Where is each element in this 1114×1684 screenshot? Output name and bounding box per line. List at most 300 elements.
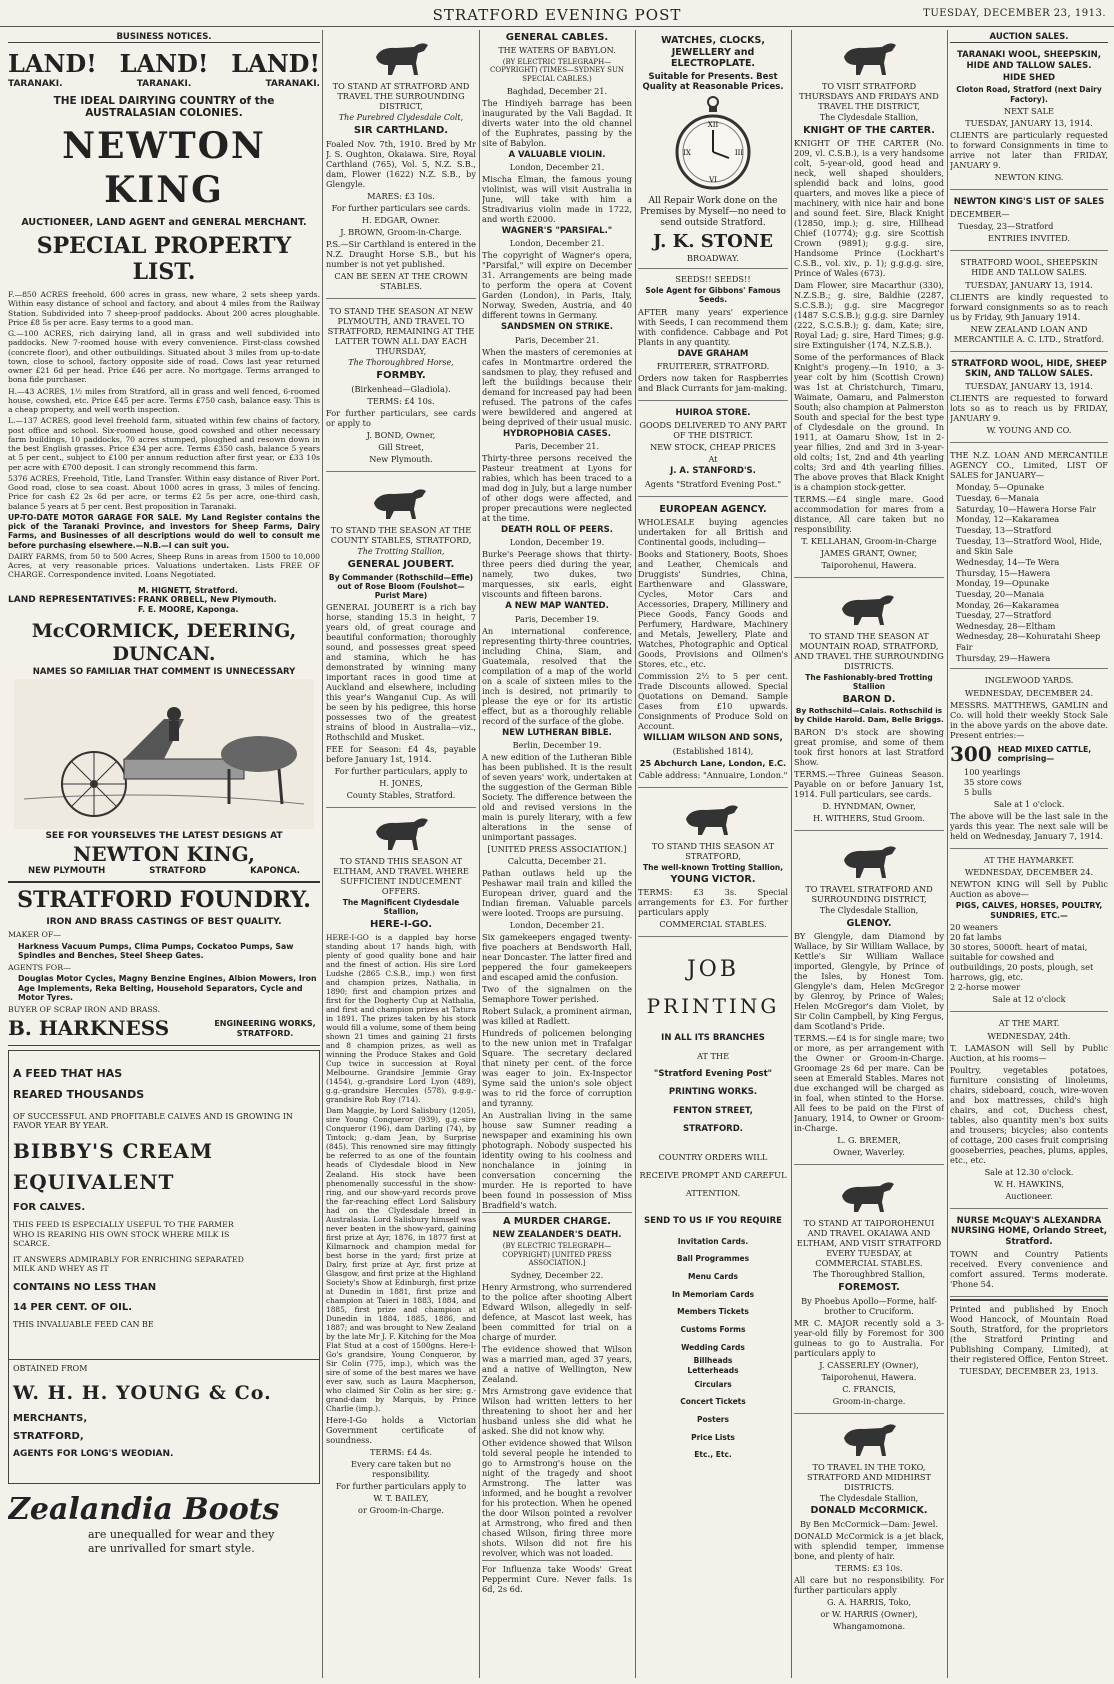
wholesale-text: WHOLESALE buying agencies undertaken for all British and Continental goods, including— <box>638 517 788 548</box>
svg-text:VI: VI <box>709 176 717 185</box>
horse-illustration <box>834 35 904 79</box>
agents-longs: AGENTS FOR LONG'S WEODIAN. <box>13 1449 174 1460</box>
joubert-text: GENERAL JOUBERT is a rich bay horse, standing 15.3 in height, 7 years old, of great courage and beautiful conformation; thoroughly sound, and possesses great speed and stamina, which he has demonstrated by winning many important races in good time at Auckland and elsewhere, including this year's Wanganui Cup. As will be seen by his pedigree, this horse possesses two of the greatest strains of blood in Australia—viz., Rothschild and Musket. <box>326 602 476 743</box>
printing-works: PRINTING WORKS. <box>668 1087 758 1098</box>
upa-credit: [UNITED PRESS ASSOCIATION.] <box>487 844 627 855</box>
ideal-country: THE IDEAL DAIRYING COUNTRY of the AUSTRALASIAN COLONIES. <box>53 94 275 120</box>
well-known-label: The well-known Trotting Stallion, <box>642 862 784 872</box>
print-item: Etc., Etc. <box>694 1450 732 1460</box>
cloton-road: Cloton Road, Stratford (next Dairy Factory). <box>956 85 1102 104</box>
owner-location: Taiporohenui, Hawera. <box>821 560 917 571</box>
engineering-works: ENGINEERING WORKS, STRATFORD. <box>214 1018 316 1038</box>
knight-name: KNIGHT OF THE CARTER. <box>803 124 935 136</box>
sale-time: Sale at 12 o'clock <box>992 994 1066 1005</box>
story-text: Burke's Peerage shows that thirty-three peers died during the year, namely, two dukes, two marquesses, six earls, eight viscounts and fifteen barons. <box>482 549 632 600</box>
harvester-illustration <box>14 679 314 829</box>
agents-for-label: AGENTS FOR— <box>8 962 71 972</box>
groom-brown: J. BROWN, Groom-in-Charge. <box>340 226 462 237</box>
graham-name: DAVE GRAHAM <box>677 348 749 359</box>
violin-heading: A VALUABLE VIOLIN. <box>508 149 606 160</box>
sale-item: Tuesday, 23—Stratford <box>958 221 1054 232</box>
goods-delivered: GOODS DELIVERED TO ANY PART OF THE DISTRICT. <box>639 420 787 441</box>
print-item: Invitation Cards. <box>677 1236 749 1246</box>
dateline: London, December 21. <box>509 920 605 931</box>
nzl-sig: NEW ZEALAND LOAN AND MERCANTILE A. C. LTD., Stratford. <box>954 323 1104 344</box>
owner-street: Gill Street, <box>378 441 424 452</box>
owner-town: New Plymouth. <box>369 453 433 464</box>
sale-date: TUESDAY, JANUARY 13, 1914. <box>965 117 1093 128</box>
further-particulars: For further particulars see cards. <box>331 202 471 213</box>
print-item: Customs Forms <box>680 1324 746 1334</box>
dateline: London, December 21. <box>509 161 605 172</box>
sale-item: Thursday, 29—Hawera <box>956 652 1051 663</box>
hawkins-name: W. H. HAWKINS, <box>993 1179 1065 1190</box>
agents-items: Douglas Motor Cycles, Magny Benzine Engines, Albion Mowers, Iron Age Implements, Reka Belting, Household Separators, Cycle and Motor Tyres. <box>18 974 317 1003</box>
young-stratford: STRATFORD, <box>13 1430 84 1442</box>
inglewood-advert <box>950 671 1108 848</box>
taranaki-row <box>8 79 320 90</box>
cattle-label: HEAD MIXED CATTLE, comprising— <box>997 744 1092 764</box>
newton-king-sig: NEWTON KING. <box>994 171 1064 182</box>
owner-harris: G. A. HARRIS, Toko, <box>827 1596 911 1607</box>
auctioneer-label: Auctioneer. <box>1005 1191 1053 1202</box>
horse-illustration <box>366 35 436 79</box>
column-rule <box>947 30 948 1678</box>
horse-illustration <box>366 810 436 854</box>
owner-bailey: W. T. BAILEY, <box>373 1493 429 1504</box>
sale-time: Sale at 12.30 o'clock. <box>984 1167 1074 1178</box>
clydesdale-label: The Clydesdale Stallion, <box>819 113 919 122</box>
owner-hyndman: D. HYNDMAN, Owner, <box>822 800 916 811</box>
reps-label: LAND REPRESENTATIVES: <box>8 594 137 605</box>
country-orders: COUNTRY ORDERS WILL RECEIVE PROMPT AND CAREFUL ATTENTION. <box>639 1152 787 1199</box>
young-sig: W. YOUNG AND CO. <box>986 425 1072 436</box>
buyer-scrap: BUYER OF SCRAP IRON AND BRASS. <box>8 1004 161 1014</box>
story-text: Mrs Armstrong gave evidence that Wilson had written letters to her threatening to shoot her and her husband unless she did what he asked. She did not know why. <box>482 1385 632 1436</box>
auction-sales-heading: AUCTION SALES. <box>950 32 1108 43</box>
stand-text: TO STAND AT STRATFORD AND TRAVEL THE SURROUNDING DISTRICT, <box>332 81 470 111</box>
here-i-go-terms: TERMS: £4 4s. <box>370 1447 432 1458</box>
wagner-heading: WAGNER'S "PARSIFAL." <box>501 225 613 236</box>
rep-name: M. HIGNETT, Stratford. <box>138 585 238 595</box>
print-item: In Memoriam Cards <box>671 1289 755 1299</box>
print-item: Wedding Cards <box>681 1342 745 1352</box>
stock-item: 35 store cows <box>964 776 1022 787</box>
story-text: Two of the signalmen on the Semaphore Tower perished. <box>482 984 632 1005</box>
groom-withers: H. WITHERS, Stud Groom. <box>813 812 925 823</box>
certificate: Here-I-Go holds a Victorian Government certificate of soundness. <box>326 1415 476 1446</box>
fruiterer: FRUITERER, STRATFORD. <box>656 360 770 371</box>
graham-advert <box>638 271 788 401</box>
crown-stables: CAN BE SEEN AT THE CROWN STABLES. <box>334 270 468 291</box>
baron-name: BARON D. <box>842 693 896 705</box>
messrs-text: MESSRS. MATTHEWS, GAMLIN and Co. will hold their weekly Stock Sale in the above yards on the above date. Present entries:— <box>950 700 1108 741</box>
land-text: LAND! <box>8 49 97 79</box>
suitable-text: Suitable for Presents. Best Quality at Reasonable Prices. <box>642 71 784 93</box>
thoroughbred-label: The Thoroughbred Horse, <box>348 357 454 367</box>
foundry-details <box>8 930 320 1014</box>
column-rule <box>635 30 636 1678</box>
hide-shed: HIDE SHED <box>1002 73 1056 84</box>
listing-item: L.—137 ACRES, good level freehold farm, situated within few chains of factory, post office and school. Six-roomed house, good cowshed and other necessary farm buildings, 10 paddocks, 70 acres stumped, ploughed and resown down in the best English grasses. Price £34 per acre. Terms £350 cash, balance 5 years at 5 per cent., subject to £100 per annum reduction after first year, or £33 10s per acre with £700 deposit. I can strongly recommend this farm. <box>8 416 320 472</box>
story-text: The Hindiyeh barrage has been inaugurated by the Vali Bagdad. It diverts water into the old channel of the Euphrates, passing by the site of Babylon. <box>482 97 632 148</box>
stone-advert <box>638 30 788 269</box>
dateline: Sydney, December 22. <box>510 1269 604 1280</box>
last-sale: The above will be the last sale in the yards this year. The next sale will be held on Wednesday, January 7, 1914. <box>950 810 1108 841</box>
nz-loan-advert <box>950 445 1108 669</box>
fashion-label: The Fashionably-bred Trotting Stallion <box>805 673 933 692</box>
clients-text: CLIENTS are kindly requested to forward consignments so as to reach us by Friday, 9th January 1914. <box>950 291 1108 322</box>
every-care: Every care taken but no responsibility. <box>351 1459 451 1480</box>
progeny-text: Some of the performances of Black Knight's progeny.—In 1910, a 3-year colt by him (Scottish Crown) was 1st at Christchurch, Timaru, Waimate, Oamaru, and Palmerston South; also champion at Palmerston South and special for the best type of Clydesdale on the ground. In 1911, at Oamaru Show, 1st in 2-year fillies, 2nd and 3rd in 3-year-old colts; 1st, 2nd and 4th yearling colts; 3rd and 4th yearling fillies. The above proves that Black Knight is a champion stock-getter. <box>794 352 944 493</box>
print-item: Posters <box>697 1414 729 1424</box>
at-label: At <box>708 454 718 465</box>
send-to-us: SEND TO US IF YOU REQUIRE <box>644 1216 782 1227</box>
reps-list <box>138 586 277 615</box>
owner-bond: J. BOND, Owner, <box>366 429 436 440</box>
sale-item: Tuesday, 13—Stratford <box>956 524 1052 535</box>
feed-line-2: REARED THOUSANDS <box>13 1088 145 1102</box>
sir-carthland-advert <box>326 30 476 299</box>
print-item: Ball Programmes <box>676 1254 750 1264</box>
young-co: W. H. H. YOUNG & Co. <box>13 1381 272 1404</box>
sale-item: Monday, 12—Kakaramea <box>956 514 1060 525</box>
listing-item: H.—43 ACRES, 1½ miles from Stratford, all in grass and well fenced, 6-roomed house, cowshed, etc. Price £45 per acre. Terms £750 cash, balance easy. This is a cheap property, and well worth inspection. <box>8 386 320 415</box>
entries-invited: ENTRIES INVITED. <box>987 233 1071 244</box>
clients-text: CLIENTS are particularly requested to forward Consignments in time to arrive not later than FRIDAY, JANUARY 9. <box>950 129 1108 170</box>
nk-list-advert <box>950 192 1108 251</box>
imprint-date: TUESDAY, DECEMBER 23, 1913. <box>959 1366 1099 1377</box>
sale-date: WEDNESDAY, 24th. <box>987 1031 1071 1042</box>
nk-sell: NEWTON KING will Sell by Public Auction as above— <box>950 879 1108 900</box>
taranaki-text: TARANAKI. <box>265 78 320 89</box>
victor-terms: TERMS: £3 3s. Special arrangements for £3. For further particulars apply <box>638 887 788 918</box>
glenoy-advert <box>794 833 944 1165</box>
hydrophobia-heading: HYDROPHOBIA CASES. <box>503 428 611 439</box>
horse-illustration <box>366 479 436 523</box>
rep-name: FRANK ORBELL, New Plymouth. <box>138 595 277 605</box>
general-cables-heading: GENERAL CABLES. <box>505 32 609 43</box>
owner-location: Taiporohenui, Hawera. <box>821 1371 917 1382</box>
purebred-label: The Purebred Clydesdale Colt, <box>338 113 464 122</box>
dateline: Paris, December 21. <box>514 334 600 345</box>
print-item: Concert Tickets <box>680 1397 746 1407</box>
foaled-text: Foaled Nov. 7th, 1910. Bred by Mr J. S. Oughton, Okaiawa. Sire, Royal Carthland (765), Vol. 5, N.Z. S.B., dam, Flower (1622) N.Z. S.B., by Glengyle. <box>326 138 476 189</box>
masthead-title: STRATFORD EVENING POST <box>432 6 682 24</box>
huiroa-advert <box>638 403 788 497</box>
zealandia-line-2: are unrivalled for smart style. <box>88 1541 255 1555</box>
maker-of-label: MAKER OF— <box>8 930 62 940</box>
mares-fee: MARES: £3 10s. <box>367 190 435 201</box>
stand-text: TO STAND AT TAIPOROHENUI AND TRAVEL OKAIAWA AND ELTHAM, AND VISIT STRATFORD EVERY TUESDAY, at COMMERCIAL STABLES. <box>796 1218 942 1269</box>
stratford: STRATFORD. <box>682 1123 744 1134</box>
dairy-farms: DAIRY FARMS, from 50 to 500 Acres, Sheep Runs in areas from 1500 to 10,000 Acres, at very reasonable prices. Valuations undertaken. Lists FREE OF CHARGE. Correspondence invited. Loans Negotiated. <box>8 551 320 580</box>
care-text: All care but no responsibility. For further particulars apply <box>794 1574 944 1595</box>
column-5 <box>794 30 944 1680</box>
printing-heading: PRINTING <box>646 994 780 1019</box>
sale-item: Tuesday, 27—Stratford <box>956 610 1052 621</box>
contains-text: CONTAINS NO LESS THAN <box>13 1281 157 1293</box>
town-name: KAPONCA. <box>250 866 300 877</box>
seeds-heading: SEEDS!! SEEDS!! <box>675 274 751 285</box>
pigs-heading: PIGS, CALVES, HORSES, POULTRY, SUNDRIES, ETC.— <box>955 901 1103 920</box>
horse-illustration <box>834 585 904 629</box>
donald-terms: TERMS: £3 10s. <box>835 1562 903 1573</box>
after-text: AFTER many years' experience with Seeds, I can recommend them with confidence. Cabbage and Pot Plants in any quantity. <box>638 306 788 347</box>
harkness-name: B. HARKNESS <box>8 1016 170 1041</box>
inglewood-heading: INGLEWOOD YARDS. <box>984 676 1074 686</box>
print-item: Billheads <box>693 1356 733 1366</box>
young-advert <box>8 1360 320 1484</box>
bible-heading: NEW LUTHERAN BIBLE. <box>502 727 612 738</box>
property-listings <box>8 290 320 580</box>
stand-text: TO STAND THIS SEASON AT STRATFORD, <box>651 840 775 861</box>
stratford-wool-advert <box>950 253 1108 352</box>
see-yourselves: SEE FOR YOURSELVES THE LATEST DESIGNS AT <box>45 830 283 841</box>
owner-bremer: L. G. BREMER, <box>837 1135 901 1146</box>
sale-item: Wednesday, 14—Te Wera <box>956 556 1060 567</box>
owner-location: Whangamomona. <box>832 1620 906 1631</box>
lamason-text: T. LAMASON will Sell by Public Auction, at his rooms— <box>950 1043 1108 1064</box>
print-item: Letterheads <box>687 1365 739 1375</box>
dam-flower: Dam Flower, sire Macarthur (330), N.Z.S.B.; g. sire, Baldhie (2287, S.C.S.B.); g.g. sire Macgregor (1487 S.C.S.B.); g.g.g. sire Darnley (222, S.C.S.B.); g. dam, Kate; sire, Royal Lad; g. sire, Hard Times; g.g. sire Extinguisher (174, N.Z.S.B.). <box>794 280 944 351</box>
column-4 <box>638 30 788 1680</box>
successful-calves: OF SUCCESSFUL AND PROFITABLE CALVES AND IS GROWING IN FAVOR YEAR BY YEAR. <box>13 1111 293 1131</box>
owner-casserley: J. CASSERLEY (Owner), <box>819 1359 919 1370</box>
story-text: Thirty-three persons received the Pasteur treatment at Lyons for rabies, which has been traced to a mad dog in July, but a large number of other dogs were affected, and proper precautions were neglected at the time. <box>482 452 632 523</box>
special-property-list: SPECIAL PROPERTY LIST. <box>36 232 292 286</box>
story-text: Robert Sulack, a prominent airman, was killed at Radlett. <box>482 1006 632 1027</box>
nk-list-heading: NEWTON KING'S LIST OF SALES <box>953 196 1105 207</box>
woods-advert: For Influenza take Woods' Great Peppermint Cure. Never fails. 1s 6d, 2s 6d. <box>482 1560 632 1594</box>
stone-name: J. K. STONE <box>652 231 774 253</box>
rep-name: F. E. MOORE, Kaponga. <box>138 604 239 614</box>
sir-carthland-name: SIR CARTHLAND. <box>353 124 449 136</box>
feed-line-1: A FEED THAT HAS <box>13 1066 123 1080</box>
sale-date: WEDNESDAY, DECEMBER 24. <box>964 688 1094 699</box>
story-text: Mischa Elman, the famous young violinist, was will visit Australia in June, will take with him a Stradivarius violin made in 1722, and worth £2000. <box>482 173 632 224</box>
svg-text:IX: IX <box>683 149 691 158</box>
young-victor-name: YOUNG VICTOR. <box>670 873 756 885</box>
baron-terms: TERMS.—Three Guineas Season. Payable on or before January 1st, 1914. Full particulars, see cards. <box>794 768 944 799</box>
masthead-date: TUESDAY, DECEMBER 23, 1913. <box>923 8 1106 19</box>
groom-francis: C. FRANCIS, <box>842 1383 896 1394</box>
stratford-wool-advert-2 <box>950 354 1108 444</box>
telegraph-credit: (BY ELECTRIC TELEGRAPH—COPYRIGHT) (TIMES—SYDNEY SUN SPECIAL CABLES.) <box>490 57 624 83</box>
newton-king-title: NEWTON KING <box>62 125 266 212</box>
trotting-label: The Trotting Stallion, <box>357 546 445 556</box>
sale-item: Tuesday, 13—Stratford Wool, Hide, and Skin Sale <box>956 535 1102 557</box>
enriching-text: IT ANSWERS ADMIRABLY FOR ENRICHING SEPARATED MILK AND WHEY AS IT <box>13 1254 244 1274</box>
broadway: BROADWAY. <box>687 253 739 264</box>
land-text: LAND! <box>231 49 320 79</box>
gibbons-text: Sole Agent for Gibbons' Famous Seeds. <box>645 286 781 305</box>
town-text: TOWN and Country Patients received. Every convenience and comfort assured. Terms moderate. 'Phone 54. <box>950 1249 1108 1290</box>
commercial-stables: COMMERCIAL STABLES. <box>659 919 767 930</box>
orders-text: Orders now taken for Raspberries and Black Currants for jam-making. <box>638 372 788 393</box>
owner-grant: JAMES GRANT, Owner, <box>820 548 918 559</box>
stand-text: TO STAND THE SEASON AT THE COUNTY STABLES, STRATFORD, <box>330 524 472 545</box>
glenoy-text: BY Glengyle, dam Diamond by Wallace, by Sir William Wallace, by Kettle's Sir William Wallace imported, Glengyle, by Prince of the Isles, by Honest Tom. Glengyle's dam, Helen McGregor by Glenroy, by Prince of Wales; Helen McGregor's dam Violet, by Sir Colin Campbell, by King Fergus, dam Scotland's Pride. <box>794 931 944 1032</box>
column-rule <box>791 30 792 1678</box>
sale-time: Sale at 1 o'clock. <box>993 798 1065 809</box>
knight-terms: TERMS.—£4 single mare. Good accommodation for mares from a distance, All care taken but no responsibility. <box>794 494 944 535</box>
commission-text: Commission 2½ to 5 per cent. Trade Discounts allowed. Special Quotations on Demand. Sample Cases from £10 upwards. Consignments of Produce Sold on Account. <box>638 671 788 732</box>
town-name: NEW PLYMOUTH <box>28 866 106 877</box>
groom-label: or Groom-in-Charge. <box>358 1505 444 1516</box>
maker-items: Harkness Vacuum Pumps, Clima Pumps, Cockatoo Pumps, Saw Spindles and Benches, Steel Sheep Gates. <box>18 941 294 961</box>
column-rule <box>322 30 323 1678</box>
young-victor-advert <box>638 790 788 938</box>
formby-advert <box>326 301 476 472</box>
obtained-text: THIS INVALUABLE FEED CAN BE <box>13 1320 154 1329</box>
land-reps <box>8 586 320 615</box>
sep-name: "Stratford Evening Post" <box>653 1068 773 1079</box>
stratford-foundry: STRATFORD FOUNDRY. <box>17 886 311 913</box>
print-items <box>638 1233 788 1464</box>
listing-item: 5376 ACRES, Freehold, Title, Land Transfer. Within easy distance of River Port. Good road, close to sea coast. About 1000 acres in grass, 3 miles of fencing. Price for cash £2 2s 6d per acre, or terms £2 5s per acre, one-third cash, balance 5 years at 5 per cent. Best proposition in Taranaki. <box>8 473 320 511</box>
haymarket-advert <box>950 851 1108 1013</box>
land-text: LAND! <box>119 49 209 79</box>
clydesdale-label: The Clydesdale Stallion, <box>819 1493 919 1503</box>
ps-text: P.S.—Sir Carthland is entered in the N.Z. Draught Horse S.B., but his number is not yet published. <box>326 238 476 269</box>
obtained-from: OBTAINED FROM <box>13 1363 88 1373</box>
story-text: Other evidence showed that Wilson told several people he intended to go to Armstrong's house on the night of the tragedy and shoot Armstrong. The latter was informed, and he bought a revolver for his protection. When he opened the door Wilson pointed a revolver at Armstrong, who fired and then chased Wilson, firing three more shots. Wilson did not fire his revolver, which was not loaded. <box>482 1437 632 1558</box>
stock-item: 5 bulls <box>964 786 992 797</box>
zealandia-boots: Zealandia Boots <box>8 1491 280 1527</box>
horse-illustration <box>834 838 904 882</box>
business-notices-heading: BUSINESS NOTICES. <box>8 32 320 43</box>
column-3 <box>482 30 632 1680</box>
story-text: A new edition of the Lutheran Bible has been published. It is the result of seven years' work, undertaken at the suggestion of the German Bible Society. The difference between the old and revised versions in the main is purely literary, with a few alterations in the sense of unimportant passages. <box>482 752 632 843</box>
for-calves: FOR CALVES. <box>13 1201 86 1213</box>
nz-loan-heading: THE N.Z. LOAN AND MERCANTILE AGENCY CO., Limited, LIST OF SALES for JANUARY— <box>950 450 1108 481</box>
here-i-go-advert <box>326 810 476 1515</box>
fenton-street: FENTON STREET, <box>673 1105 753 1116</box>
at-the: AT THE <box>696 1050 730 1061</box>
formby-name: FORMBY. <box>376 369 426 381</box>
story-text: Hundreds of policemen belonging to the new union met in Trafalgar Square. The secretary declared that ninety per cent. of the force was eager to join. Ex-Inspector Syme said the union's sole object was to rid the force of corruption and tyranny. <box>482 1028 632 1109</box>
abchurch: 25 Abchurch Lane, London, E.C. <box>639 757 787 768</box>
death-roll-heading: DEATH ROLL OF PEERS. <box>501 524 613 535</box>
column-1 <box>8 30 320 1680</box>
story-text: An international conference, representing thirty-three countries, including China, Siam, and Guatemala, resolved that the compilation of a map of the world on a scale of sixteen miles to the inch is desired, not primarily to please the eye or for its artistic effect, but as a thoroughly reliable record of the surface of the globe. <box>482 625 632 726</box>
land-banner <box>8 49 320 78</box>
job-heading: JOB <box>686 957 740 983</box>
newton-king-2: NEWTON KING, <box>73 841 255 866</box>
formby-pedigree: (Birkenhead—Gladiola). <box>351 383 451 394</box>
groom-kellahan: T. KELLAHAN, Groom-in-Charge <box>801 536 937 547</box>
clients-text: CLIENTS are requested to forward lots so as to reach us by FRIDAY, JANUARY 9. <box>950 393 1108 424</box>
magnificent-label: The Magnificent Clydesdale Stallion, <box>342 898 460 917</box>
glenoy-name: GLENOY. <box>846 917 892 929</box>
print-item: Menu Cards <box>688 1272 738 1282</box>
story-text: The evidence showed that Wilson was a married man, aged 37 years, and a native of Wellington, New Zealand. <box>482 1343 632 1384</box>
tar-wool-heading: TARANAKI WOOL, SHEEPSKIN, HIDE AND TALLOW SALES. <box>957 50 1101 71</box>
dateline: London, December 21. <box>509 238 605 249</box>
telegraph-credit: (BY ELECTRIC TELEGRAPH—COPYRIGHT) [UNITED PRESS ASSOCIATION.] <box>502 1241 612 1268</box>
goods-list: Books and Stationery, Boots, Shoes and Leather, Chemicals and Druggists' Sundries, China, Earthenware and Glassware, Cycles, Motor Cars and Accessories, Drapery, Millinery and Piece Goods, Fancy Goods and Perfumery, Hardware, Machinery and Metals, Jewellery, Plate and Watches, Photographic and Optical Goods, Provisions and Oilmen's Stores, etc., etc. <box>638 549 788 670</box>
joubert-name: GENERAL JOUBERT. <box>347 558 455 570</box>
baron-pedigree: By Rothschild—Calais. Rothschild is by Childe Harold. Dam, Belle Briggs. <box>794 706 944 725</box>
cattle-row <box>950 742 1108 766</box>
feed-text: THIS FEED IS ESPECIALLY USEFUL TO THE FARMER WHO IS REARING HIS OWN STOCK WHERE MILK IS SCARCE. <box>13 1220 234 1249</box>
sale-date: WEDNESDAY, DECEMBER 24. <box>964 867 1094 878</box>
svg-text:III: III <box>734 149 744 158</box>
listing-item: G.—100 ACRES, rich dairying land, all in grass and well subdivided into paddocks. New 7-roomed house with every convenience. First-class cowshed (concrete floor), and other outbuildings. Situated about 3 miles from up-to-date town, close to school, factory opposite side of road. Cows last year returned owner £21 6d per head. Price £46 per acre. No mortgage. Terms arranged to bona fide purchaser. <box>8 329 320 385</box>
column-6 <box>950 30 1108 1680</box>
sale-date: TUESDAY, JANUARY 13, 1914. <box>965 381 1093 392</box>
cable-address: Cable address: "Annuaire, London." <box>638 769 788 780</box>
bibby-equivalent: EQUIVALENT <box>13 1169 175 1194</box>
wilson-name: WILLIAM WILSON AND SONS, <box>643 733 783 744</box>
dateline: Berlin, December 19. <box>512 740 602 751</box>
job-printing-advert <box>638 957 788 1464</box>
babylon-heading: THE WATERS OF BABYLON. <box>498 46 616 56</box>
sale-item: Thursday, 15—Hawera <box>956 567 1051 578</box>
sw-heading: STRATFORD WOOL, SHEEPSKIN HIDE AND TALLOW SALES. <box>960 258 1098 277</box>
joubert-pedigree: By Commander (Rothschild—Effie) out of Rose Bloom (Foulshot—Purist Mare) <box>328 572 474 601</box>
thoroughbred-label: The Thoroughbred Stallion, <box>812 1270 926 1280</box>
stand-text: TO STAND THE SEASON AT NEW PLYMOUTH, AND TRAVEL TO STRATFORD, REMAINING AT THE LATTER TOWN ALL DAY EACH THURSDAY, <box>327 305 475 356</box>
foremost-name: FOREMOST. <box>838 1282 900 1294</box>
travel-text: TO TRAVEL STRATFORD AND SURROUNDING DISTRICT, <box>805 883 933 904</box>
repair-text: All Repair Work done on the Premises by Myself—no need to send outside Stratford. <box>640 196 786 229</box>
general-joubert-advert <box>326 474 476 808</box>
masthead <box>0 6 1114 27</box>
sale-item: Tuesday, 20—Manaia <box>956 588 1045 599</box>
motor-garage: UP-TO-DATE MOTOR GARAGE FOR SALE. My Land Register contains the pick of the Taranaki Province, and investors for Sheep Farms, Dairy Farms, and Businesses of all descriptions would do well to consult me before purchasing elsewhere.—N.B.—I can suit you. <box>8 512 320 550</box>
branches: IN ALL ITS BRANCHES <box>661 1032 765 1043</box>
donald-pedigree: By Ben McCormick—Dam: Jewel. <box>800 1518 938 1529</box>
knight-advert <box>794 30 944 578</box>
mccormick-title: McCORMICK, DEERING, DUNCAN. <box>31 620 297 666</box>
owner-jones: H. JONES, <box>379 778 423 789</box>
agents-text: Agents "Stratford Evening Post." <box>644 478 782 489</box>
pocket-watch-illustration <box>673 94 753 194</box>
european-heading: EUROPEAN AGENCY. <box>659 503 767 515</box>
glenoy-terms: TERMS.—£4 is for single mare; two or more, as per arrangement with the Owner or Groom-in-Charge. Groomage 2s 6d per mare. Can be seen at Emerald Stables. Mares not due exchanged will be charged as in foal, when stinted to the Horse. All fees to be paid on the First of January, 1914, to Owner or Groom-in-Charge. <box>794 1033 944 1134</box>
dateline: Paris, December 19. <box>514 613 600 624</box>
story-text: Henry Armstrong, who surrendered to the police after shooting Albert Edward Wilson, allegedly in self-defence, at Mascot last week, has been committed for trial on a charge of murder. <box>482 1281 632 1342</box>
items-list: 20 weaners 20 fat lambs 30 stores, 5000ft. heart of matai, suitable for cowshed and outbuildings, 20 posts, plough, set harrows, gig, etc. 2 2-horse mower <box>950 922 1094 993</box>
stanford-name: J. A. STANFORD'S. <box>670 466 756 477</box>
sales-list <box>950 482 1108 663</box>
watches-heading: WATCHES, CLOCKS, JEWELLERY and ELECTROPLATE. <box>661 35 765 70</box>
sandsmen-heading: SANDSMEN ON STRIKE. <box>501 322 613 333</box>
cattle-count: 300 <box>950 742 992 767</box>
imprint: Printed and published by Enoch Wood Hancock, of Mountain Road South, Stratford, for the proprietors (the Stratford Printing and Publishing Company, Limited), at their registered Office, Fenton Street. <box>950 1299 1108 1364</box>
map-heading: A NEW MAP WANTED. <box>505 601 609 612</box>
established: (Established 1814), <box>672 745 754 756</box>
horse-illustration <box>834 1172 904 1216</box>
donald-text: DONALD McCormick is a jet black, with splendid temper, immense bone, and plenty of hair. <box>794 1530 944 1561</box>
baron-text: BARON D's stock are showing great promise, and some of them took first honors at last Stratford Show. <box>794 726 944 767</box>
taranaki-wool-advert <box>950 45 1108 189</box>
dateline: Calcutta, December 21. <box>507 856 607 867</box>
print-item: Circulars <box>694 1379 732 1389</box>
owner-harris-2: or W. HARRIS (Owner), <box>820 1608 918 1619</box>
stock-item: 100 yearlings <box>964 766 1021 777</box>
here-i-go-name: HERE-I-GO. <box>369 918 433 930</box>
nursing-home-advert <box>950 1211 1108 1297</box>
here-i-go-text-2: Dam Maggie, by Lord Salisbury (1205), sire Young Conqueror (939), g.g.-sire Conqueror (196), dam Darling (74), by Tintock; g.-dam Jean, by Surprise (845). This renowned sire may fittingly be referred to as one of the fountain heads of Clydesdale blood in New Zealand. His stock have been phenomenally successful in the show-ring, and our show-yard records prove the far-reaching effect Lord Salisbury had on the Clydesdale breed in Australasia. Lord Salisbury himself was never beaten in the show-yard, gaining first prize at Ayr, 1876, in 1877 first at Kilmarnock and champion medal for best horse in the yard; first prize at Dalry, first prize at Ayr, first prize at Glasgow, and first prize at the Highland Society's Show at Edinburgh, first prize at Dunedin in 1881, first prize and champion at Taieri in 1883, 1884, and 1885, first prize and champion at Dunedin in 1884, 1885, 1886, and 1887; and was brought to New Zealand by the late Mr J. F. Kitching for the Moa Flat Stud at a cost of 1500gns. Here-I-Go's grandsire, Young Conqueror, by Sir Colin (775, imp.), which was the sire of some of the best mares we have ever saw, such as Laura Macpherson, who claimed Sir Colin as her sire; g.-grand-dam by Marquis, by Prince Charlie (imp.). <box>326 1106 476 1414</box>
december-label: DECEMBER— <box>950 209 1010 220</box>
baron-d-advert <box>794 580 944 831</box>
here-i-go-text: HERE-I-GO is a dappled bay horse standing about 17 hands high, with plenty of good quality bone and hair and the finest of action. His sire Lord Ludshe (2865 C.S.B., imp.) won first and champion prizes, Nathalia, in 1890; first and champion prizes and first for the Dogherty Cup at Nathalia, and first and champion prizes at Tatura in 1891. The prizes taken by his stock would fill a volume, some of them being shown 21 times and gaining 21 firsts and 8 champion prizes, as well as winning the Produce Stakes and Gold Cup twice in succession at Royal Melbourne. Grandsire Jemmie Gray (1454), g.-grandsire Lord Lyon (489), g.g.-grandsire Hercules (578), g.g.g.-grandsire Rob Roy (714). <box>326 932 476 1105</box>
story-text: The copyright of Wagner's opera, "Parsifal," will expire on December 31. Arrangements are being made to perform the opera at Covent Garden (London), in Paris, Italy, Norway, Sweden, Austria, and 40 different towns in Germany. <box>482 250 632 321</box>
bibby-advert <box>8 1050 320 1360</box>
